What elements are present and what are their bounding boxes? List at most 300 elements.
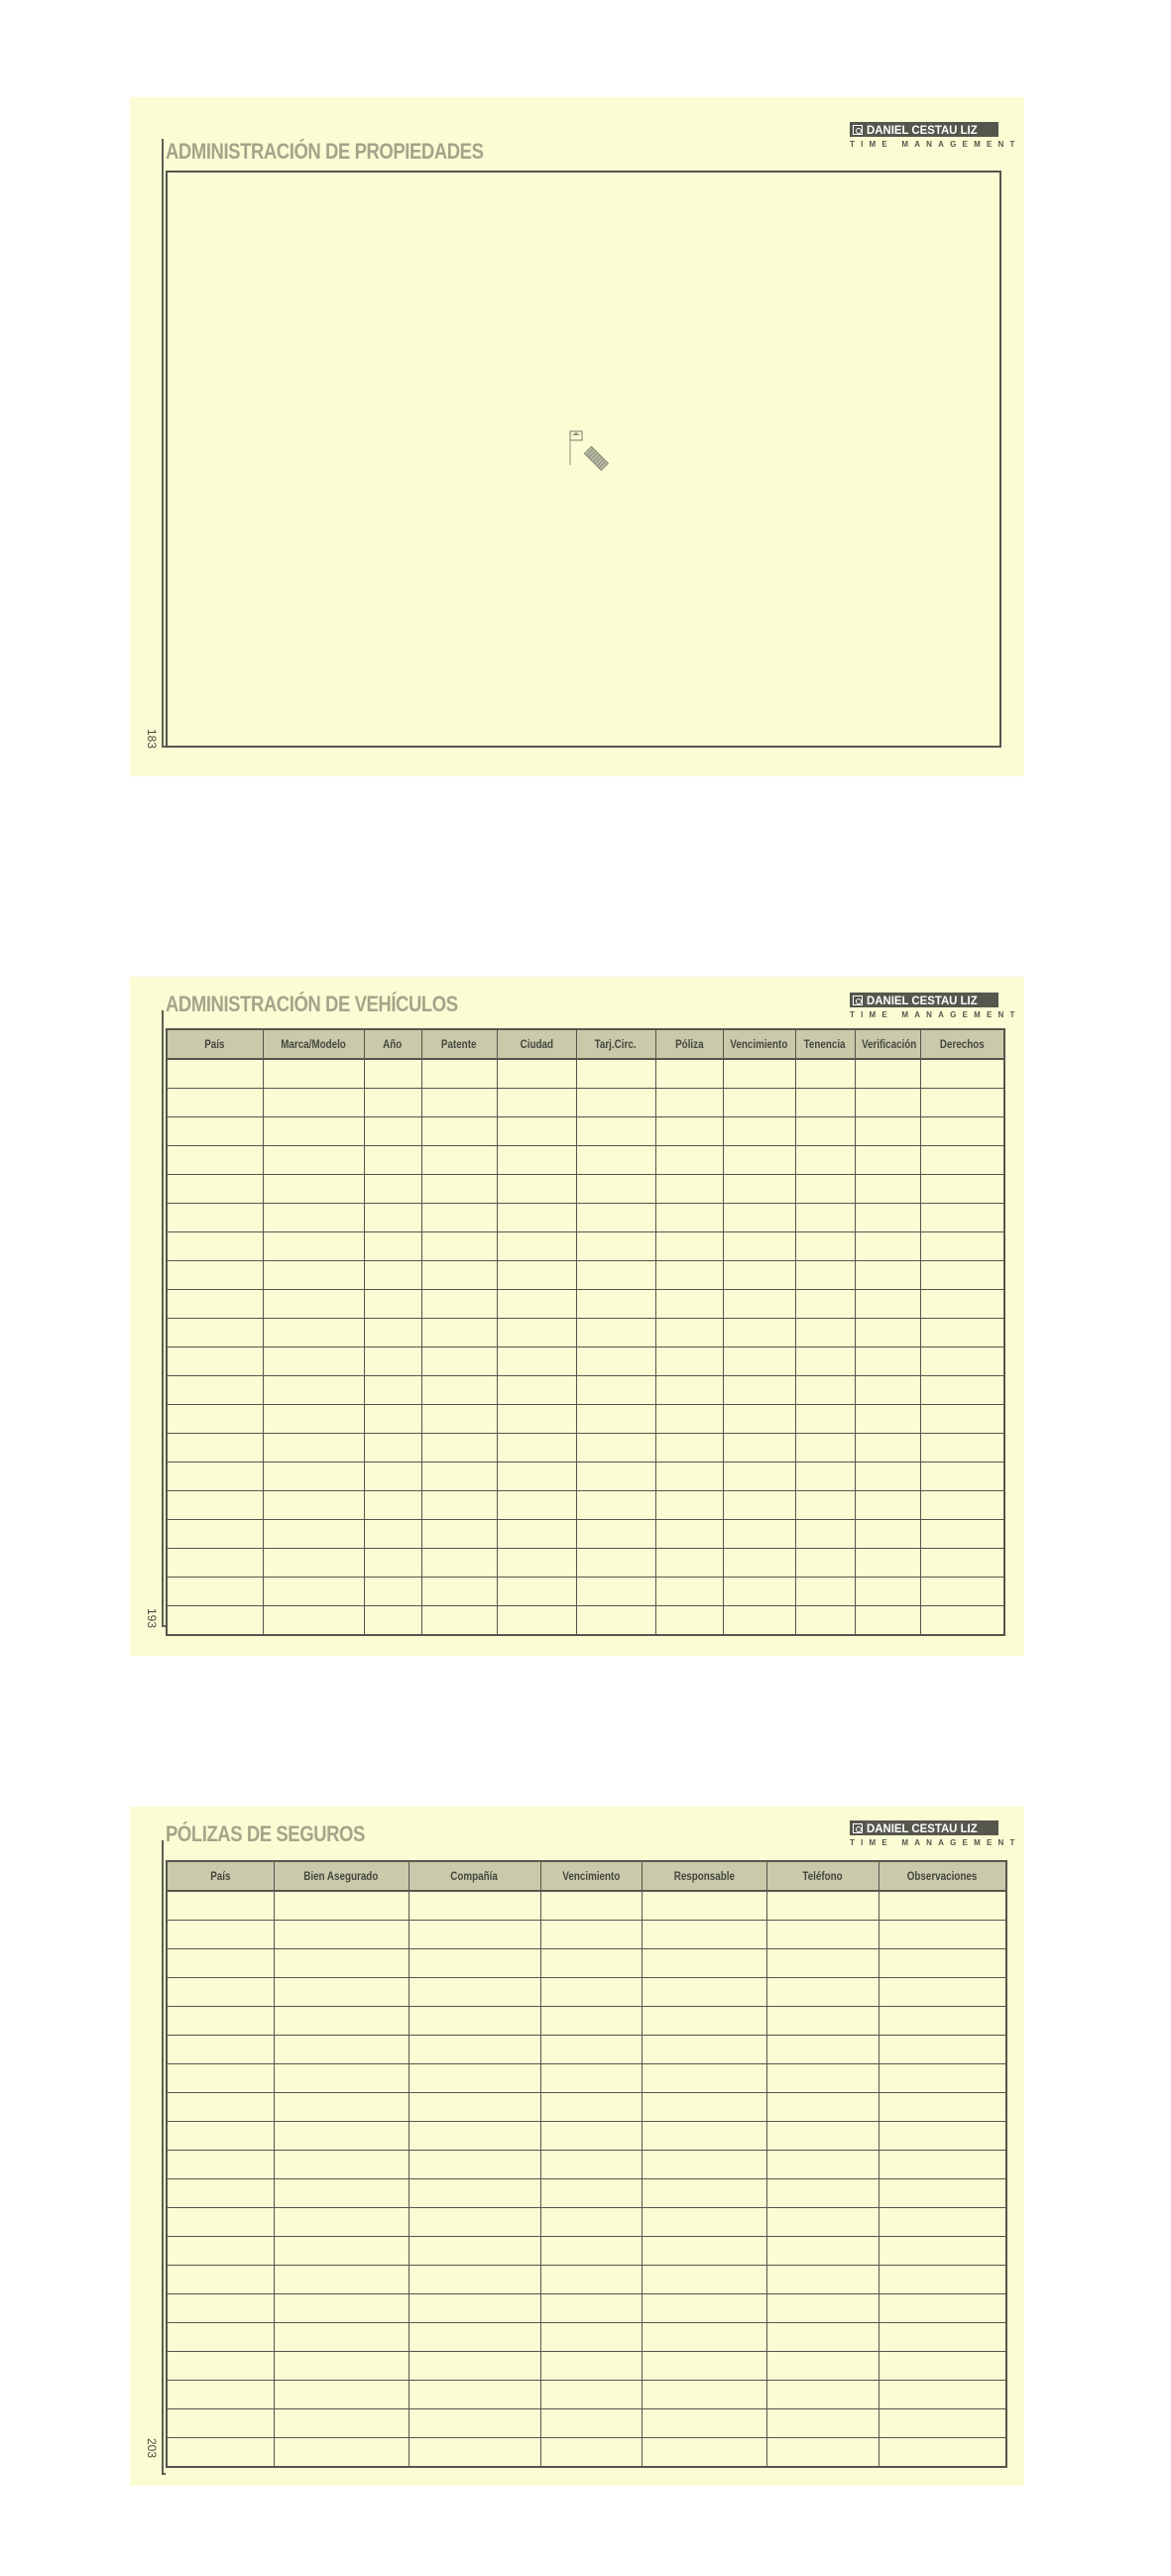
table-cell[interactable] bbox=[364, 1089, 421, 1117]
table-cell[interactable] bbox=[920, 1204, 1004, 1232]
table-cell[interactable] bbox=[795, 1175, 855, 1204]
table-cell[interactable] bbox=[642, 2409, 766, 2438]
table-cell[interactable] bbox=[723, 1549, 795, 1578]
table-cell[interactable] bbox=[642, 2179, 766, 2208]
table-cell[interactable] bbox=[274, 1978, 409, 2007]
table-cell[interactable] bbox=[855, 1319, 920, 1347]
table-cell[interactable] bbox=[409, 1891, 540, 1921]
table-cell[interactable] bbox=[167, 1376, 263, 1405]
table-cell[interactable] bbox=[655, 1089, 723, 1117]
table-cell[interactable] bbox=[263, 1347, 364, 1376]
table-cell[interactable] bbox=[540, 2208, 642, 2237]
table-cell[interactable] bbox=[920, 1405, 1004, 1434]
table-cell[interactable] bbox=[364, 1175, 421, 1204]
table-cell[interactable] bbox=[274, 1921, 409, 1949]
table-cell[interactable] bbox=[723, 1175, 795, 1204]
table-cell[interactable] bbox=[167, 1232, 263, 1261]
table-cell[interactable] bbox=[576, 1347, 655, 1376]
table-cell[interactable] bbox=[642, 1921, 766, 1949]
table-cell[interactable] bbox=[421, 1059, 497, 1089]
table-cell[interactable] bbox=[263, 1606, 364, 1636]
table-cell[interactable] bbox=[576, 1606, 655, 1636]
table-cell[interactable] bbox=[409, 2007, 540, 2036]
table-cell[interactable] bbox=[723, 1606, 795, 1636]
table-cell[interactable] bbox=[540, 1978, 642, 2007]
table-cell[interactable] bbox=[167, 1405, 263, 1434]
table-cell[interactable] bbox=[576, 1578, 655, 1606]
table-cell[interactable] bbox=[855, 1606, 920, 1636]
table-cell[interactable] bbox=[795, 1204, 855, 1232]
table-cell[interactable] bbox=[167, 1290, 263, 1319]
table-cell[interactable] bbox=[655, 1204, 723, 1232]
table-cell[interactable] bbox=[540, 2007, 642, 2036]
table-cell[interactable] bbox=[766, 2122, 878, 2151]
table-cell[interactable] bbox=[497, 1520, 576, 1549]
table-cell[interactable] bbox=[167, 2381, 274, 2409]
table-cell[interactable] bbox=[878, 2438, 1006, 2468]
table-cell[interactable] bbox=[540, 2352, 642, 2381]
table-cell[interactable] bbox=[766, 1978, 878, 2007]
table-cell[interactable] bbox=[795, 1089, 855, 1117]
table-cell[interactable] bbox=[167, 1949, 274, 1978]
table-cell[interactable] bbox=[920, 1606, 1004, 1636]
table-cell[interactable] bbox=[920, 1261, 1004, 1290]
table-cell[interactable] bbox=[795, 1232, 855, 1261]
table-cell[interactable] bbox=[409, 2294, 540, 2323]
table-cell[interactable] bbox=[576, 1290, 655, 1319]
table-cell[interactable] bbox=[766, 2093, 878, 2122]
table-cell[interactable] bbox=[855, 1059, 920, 1089]
table-cell[interactable] bbox=[878, 2323, 1006, 2352]
table-cell[interactable] bbox=[497, 1434, 576, 1463]
table-cell[interactable] bbox=[920, 1463, 1004, 1491]
table-cell[interactable] bbox=[167, 2294, 274, 2323]
table-cell[interactable] bbox=[167, 1347, 263, 1376]
table-cell[interactable] bbox=[655, 1347, 723, 1376]
table-cell[interactable] bbox=[642, 2151, 766, 2179]
table-cell[interactable] bbox=[364, 1232, 421, 1261]
table-cell[interactable] bbox=[920, 1347, 1004, 1376]
table-cell[interactable] bbox=[167, 2007, 274, 2036]
table-cell[interactable] bbox=[263, 1290, 364, 1319]
table-cell[interactable] bbox=[421, 1232, 497, 1261]
table-cell[interactable] bbox=[642, 2381, 766, 2409]
table-cell[interactable] bbox=[167, 1204, 263, 1232]
table-cell[interactable] bbox=[878, 1921, 1006, 1949]
table-cell[interactable] bbox=[766, 2237, 878, 2266]
table-cell[interactable] bbox=[878, 1978, 1006, 2007]
table-cell[interactable] bbox=[409, 2323, 540, 2352]
table-cell[interactable] bbox=[497, 1146, 576, 1175]
table-cell[interactable] bbox=[263, 1232, 364, 1261]
table-cell[interactable] bbox=[766, 2208, 878, 2237]
table-cell[interactable] bbox=[409, 2179, 540, 2208]
table-cell[interactable] bbox=[655, 1491, 723, 1520]
table-cell[interactable] bbox=[274, 2294, 409, 2323]
table-cell[interactable] bbox=[855, 1463, 920, 1491]
table-cell[interactable] bbox=[855, 1290, 920, 1319]
table-cell[interactable] bbox=[409, 2381, 540, 2409]
table-cell[interactable] bbox=[540, 2179, 642, 2208]
table-cell[interactable] bbox=[167, 1463, 263, 1491]
table-cell[interactable] bbox=[642, 2007, 766, 2036]
table-cell[interactable] bbox=[795, 1491, 855, 1520]
table-cell[interactable] bbox=[766, 1949, 878, 1978]
table-cell[interactable] bbox=[540, 2237, 642, 2266]
table-cell[interactable] bbox=[723, 1376, 795, 1405]
table-cell[interactable] bbox=[766, 2036, 878, 2064]
table-cell[interactable] bbox=[766, 2323, 878, 2352]
table-cell[interactable] bbox=[167, 1520, 263, 1549]
table-cell[interactable] bbox=[167, 1978, 274, 2007]
table-cell[interactable] bbox=[795, 1376, 855, 1405]
table-cell[interactable] bbox=[497, 1549, 576, 1578]
table-cell[interactable] bbox=[167, 2266, 274, 2294]
table-cell[interactable] bbox=[576, 1405, 655, 1434]
table-cell[interactable] bbox=[274, 2381, 409, 2409]
table-cell[interactable] bbox=[795, 1059, 855, 1089]
table-cell[interactable] bbox=[421, 1606, 497, 1636]
table-cell[interactable] bbox=[364, 1204, 421, 1232]
table-cell[interactable] bbox=[409, 2266, 540, 2294]
table-cell[interactable] bbox=[878, 2064, 1006, 2093]
table-cell[interactable] bbox=[920, 1434, 1004, 1463]
table-cell[interactable] bbox=[167, 2323, 274, 2352]
table-cell[interactable] bbox=[263, 1059, 364, 1089]
table-cell[interactable] bbox=[409, 1921, 540, 1949]
table-cell[interactable] bbox=[878, 2122, 1006, 2151]
table-cell[interactable] bbox=[878, 2294, 1006, 2323]
table-cell[interactable] bbox=[766, 2381, 878, 2409]
table-cell[interactable] bbox=[766, 2064, 878, 2093]
table-cell[interactable] bbox=[167, 2352, 274, 2381]
table-cell[interactable] bbox=[167, 2208, 274, 2237]
table-cell[interactable] bbox=[364, 1578, 421, 1606]
table-cell[interactable] bbox=[409, 2208, 540, 2237]
table-cell[interactable] bbox=[795, 1578, 855, 1606]
table-cell[interactable] bbox=[920, 1520, 1004, 1549]
table-cell[interactable] bbox=[795, 1606, 855, 1636]
table-cell[interactable] bbox=[855, 1491, 920, 1520]
table-cell[interactable] bbox=[723, 1491, 795, 1520]
table-cell[interactable] bbox=[795, 1347, 855, 1376]
table-cell[interactable] bbox=[364, 1434, 421, 1463]
table-cell[interactable] bbox=[274, 2409, 409, 2438]
table-cell[interactable] bbox=[497, 1319, 576, 1347]
table-cell[interactable] bbox=[364, 1520, 421, 1549]
table-cell[interactable] bbox=[723, 1578, 795, 1606]
table-cell[interactable] bbox=[167, 2036, 274, 2064]
table-cell[interactable] bbox=[878, 2237, 1006, 2266]
table-cell[interactable] bbox=[576, 1117, 655, 1146]
table-cell[interactable] bbox=[421, 1578, 497, 1606]
table-cell[interactable] bbox=[576, 1175, 655, 1204]
table-cell[interactable] bbox=[274, 2093, 409, 2122]
table-cell[interactable] bbox=[920, 1290, 1004, 1319]
table-cell[interactable] bbox=[263, 1261, 364, 1290]
table-cell[interactable] bbox=[167, 1117, 263, 1146]
table-cell[interactable] bbox=[409, 2151, 540, 2179]
table-cell[interactable] bbox=[655, 1319, 723, 1347]
table-cell[interactable] bbox=[878, 2208, 1006, 2237]
table-cell[interactable] bbox=[795, 1146, 855, 1175]
table-cell[interactable] bbox=[655, 1434, 723, 1463]
table-cell[interactable] bbox=[167, 1891, 274, 1921]
table-cell[interactable] bbox=[642, 2036, 766, 2064]
table-cell[interactable] bbox=[364, 1491, 421, 1520]
table-cell[interactable] bbox=[540, 2093, 642, 2122]
table-cell[interactable] bbox=[655, 1117, 723, 1146]
table-cell[interactable] bbox=[920, 1319, 1004, 1347]
table-cell[interactable] bbox=[167, 2151, 274, 2179]
table-cell[interactable] bbox=[497, 1491, 576, 1520]
table-cell[interactable] bbox=[263, 1578, 364, 1606]
table-cell[interactable] bbox=[766, 2007, 878, 2036]
table-cell[interactable] bbox=[263, 1463, 364, 1491]
table-cell[interactable] bbox=[655, 1405, 723, 1434]
table-cell[interactable] bbox=[421, 1491, 497, 1520]
table-cell[interactable] bbox=[274, 2036, 409, 2064]
table-cell[interactable] bbox=[409, 2036, 540, 2064]
table-cell[interactable] bbox=[167, 1261, 263, 1290]
table-cell[interactable] bbox=[723, 1405, 795, 1434]
table-cell[interactable] bbox=[421, 1261, 497, 1290]
table-cell[interactable] bbox=[576, 1376, 655, 1405]
table-cell[interactable] bbox=[540, 1949, 642, 1978]
table-cell[interactable] bbox=[364, 1549, 421, 1578]
table-cell[interactable] bbox=[655, 1059, 723, 1089]
table-cell[interactable] bbox=[364, 1059, 421, 1089]
table-cell[interactable] bbox=[855, 1376, 920, 1405]
table-cell[interactable] bbox=[497, 1606, 576, 1636]
table-cell[interactable] bbox=[576, 1463, 655, 1491]
table-cell[interactable] bbox=[655, 1606, 723, 1636]
table-cell[interactable] bbox=[540, 2381, 642, 2409]
table-cell[interactable] bbox=[642, 1949, 766, 1978]
table-cell[interactable] bbox=[878, 2007, 1006, 2036]
table-cell[interactable] bbox=[274, 2064, 409, 2093]
table-cell[interactable] bbox=[655, 1175, 723, 1204]
table-cell[interactable] bbox=[497, 1117, 576, 1146]
table-cell[interactable] bbox=[795, 1520, 855, 1549]
table-cell[interactable] bbox=[920, 1117, 1004, 1146]
table-cell[interactable] bbox=[920, 1549, 1004, 1578]
table-cell[interactable] bbox=[920, 1059, 1004, 1089]
table-cell[interactable] bbox=[766, 1921, 878, 1949]
table-cell[interactable] bbox=[766, 2151, 878, 2179]
table-cell[interactable] bbox=[655, 1232, 723, 1261]
table-cell[interactable] bbox=[920, 1376, 1004, 1405]
table-cell[interactable] bbox=[642, 2323, 766, 2352]
table-cell[interactable] bbox=[167, 1146, 263, 1175]
table-cell[interactable] bbox=[263, 1175, 364, 1204]
table-cell[interactable] bbox=[540, 2036, 642, 2064]
table-cell[interactable] bbox=[642, 1978, 766, 2007]
table-cell[interactable] bbox=[576, 1319, 655, 1347]
table-cell[interactable] bbox=[878, 2179, 1006, 2208]
table-cell[interactable] bbox=[497, 1376, 576, 1405]
table-cell[interactable] bbox=[364, 1405, 421, 1434]
table-cell[interactable] bbox=[766, 2179, 878, 2208]
table-cell[interactable] bbox=[855, 1089, 920, 1117]
table-cell[interactable] bbox=[655, 1549, 723, 1578]
table-cell[interactable] bbox=[421, 1290, 497, 1319]
table-cell[interactable] bbox=[766, 2294, 878, 2323]
table-cell[interactable] bbox=[642, 2438, 766, 2468]
table-cell[interactable] bbox=[723, 1290, 795, 1319]
table-cell[interactable] bbox=[766, 2266, 878, 2294]
table-cell[interactable] bbox=[795, 1319, 855, 1347]
table-cell[interactable] bbox=[576, 1146, 655, 1175]
table-cell[interactable] bbox=[655, 1376, 723, 1405]
table-cell[interactable] bbox=[167, 2237, 274, 2266]
table-cell[interactable] bbox=[795, 1434, 855, 1463]
table-cell[interactable] bbox=[167, 1491, 263, 1520]
table-cell[interactable] bbox=[723, 1059, 795, 1089]
table-cell[interactable] bbox=[855, 1520, 920, 1549]
table-cell[interactable] bbox=[795, 1463, 855, 1491]
table-cell[interactable] bbox=[409, 1949, 540, 1978]
table-cell[interactable] bbox=[878, 1949, 1006, 1978]
table-cell[interactable] bbox=[642, 1891, 766, 1921]
table-cell[interactable] bbox=[167, 2122, 274, 2151]
table-cell[interactable] bbox=[878, 2352, 1006, 2381]
table-cell[interactable] bbox=[642, 2237, 766, 2266]
table-cell[interactable] bbox=[920, 1232, 1004, 1261]
table-cell[interactable] bbox=[274, 2266, 409, 2294]
table-cell[interactable] bbox=[655, 1146, 723, 1175]
table-cell[interactable] bbox=[274, 1891, 409, 1921]
table-cell[interactable] bbox=[642, 2266, 766, 2294]
table-cell[interactable] bbox=[540, 2438, 642, 2468]
table-cell[interactable] bbox=[167, 1434, 263, 1463]
table-cell[interactable] bbox=[723, 1146, 795, 1175]
table-cell[interactable] bbox=[795, 1405, 855, 1434]
table-cell[interactable] bbox=[576, 1520, 655, 1549]
table-cell[interactable] bbox=[576, 1434, 655, 1463]
table-cell[interactable] bbox=[167, 2093, 274, 2122]
table-cell[interactable] bbox=[723, 1117, 795, 1146]
table-cell[interactable] bbox=[655, 1463, 723, 1491]
table-cell[interactable] bbox=[409, 2438, 540, 2468]
table-cell[interactable] bbox=[540, 2409, 642, 2438]
table-cell[interactable] bbox=[723, 1261, 795, 1290]
table-cell[interactable] bbox=[576, 1549, 655, 1578]
table-cell[interactable] bbox=[364, 1261, 421, 1290]
table-cell[interactable] bbox=[642, 2064, 766, 2093]
table-cell[interactable] bbox=[540, 2122, 642, 2151]
table-cell[interactable] bbox=[723, 1319, 795, 1347]
table-cell[interactable] bbox=[274, 2179, 409, 2208]
table-cell[interactable] bbox=[274, 1949, 409, 1978]
table-cell[interactable] bbox=[421, 1520, 497, 1549]
table-cell[interactable] bbox=[855, 1117, 920, 1146]
table-cell[interactable] bbox=[263, 1405, 364, 1434]
table-cell[interactable] bbox=[642, 2352, 766, 2381]
table-cell[interactable] bbox=[364, 1376, 421, 1405]
table-cell[interactable] bbox=[421, 1117, 497, 1146]
table-cell[interactable] bbox=[855, 1232, 920, 1261]
table-cell[interactable] bbox=[167, 1175, 263, 1204]
table-cell[interactable] bbox=[855, 1549, 920, 1578]
table-cell[interactable] bbox=[855, 1261, 920, 1290]
table-cell[interactable] bbox=[723, 1232, 795, 1261]
table-cell[interactable] bbox=[409, 2352, 540, 2381]
table-cell[interactable] bbox=[364, 1347, 421, 1376]
table-cell[interactable] bbox=[655, 1578, 723, 1606]
table-cell[interactable] bbox=[855, 1175, 920, 1204]
table-cell[interactable] bbox=[409, 2409, 540, 2438]
table-cell[interactable] bbox=[766, 1891, 878, 1921]
table-cell[interactable] bbox=[766, 2438, 878, 2468]
table-cell[interactable] bbox=[766, 2409, 878, 2438]
table-cell[interactable] bbox=[497, 1347, 576, 1376]
table-cell[interactable] bbox=[576, 1261, 655, 1290]
table-cell[interactable] bbox=[167, 2064, 274, 2093]
table-cell[interactable] bbox=[274, 2151, 409, 2179]
table-cell[interactable] bbox=[878, 2093, 1006, 2122]
table-cell[interactable] bbox=[263, 1319, 364, 1347]
table-cell[interactable] bbox=[497, 1089, 576, 1117]
table-cell[interactable] bbox=[795, 1290, 855, 1319]
table-cell[interactable] bbox=[878, 2409, 1006, 2438]
table-cell[interactable] bbox=[497, 1232, 576, 1261]
table-cell[interactable] bbox=[263, 1117, 364, 1146]
table-cell[interactable] bbox=[855, 1405, 920, 1434]
table-cell[interactable] bbox=[167, 1089, 263, 1117]
table-cell[interactable] bbox=[263, 1204, 364, 1232]
table-cell[interactable] bbox=[540, 1891, 642, 1921]
table-cell[interactable] bbox=[878, 2381, 1006, 2409]
table-cell[interactable] bbox=[364, 1606, 421, 1636]
table-cell[interactable] bbox=[421, 1463, 497, 1491]
table-cell[interactable] bbox=[878, 1891, 1006, 1921]
table-cell[interactable] bbox=[795, 1261, 855, 1290]
table-cell[interactable] bbox=[655, 1290, 723, 1319]
table-cell[interactable] bbox=[723, 1520, 795, 1549]
table-cell[interactable] bbox=[263, 1146, 364, 1175]
table-cell[interactable] bbox=[263, 1089, 364, 1117]
table-cell[interactable] bbox=[167, 1549, 263, 1578]
table-cell[interactable] bbox=[274, 2438, 409, 2468]
table-cell[interactable] bbox=[497, 1463, 576, 1491]
table-cell[interactable] bbox=[167, 1606, 263, 1636]
table-cell[interactable] bbox=[497, 1578, 576, 1606]
table-cell[interactable] bbox=[421, 1376, 497, 1405]
table-cell[interactable] bbox=[795, 1549, 855, 1578]
table-cell[interactable] bbox=[723, 1463, 795, 1491]
table-cell[interactable] bbox=[421, 1347, 497, 1376]
table-cell[interactable] bbox=[795, 1117, 855, 1146]
table-cell[interactable] bbox=[274, 2007, 409, 2036]
table-cell[interactable] bbox=[274, 2208, 409, 2237]
table-cell[interactable] bbox=[167, 2179, 274, 2208]
table-cell[interactable] bbox=[497, 1204, 576, 1232]
table-cell[interactable] bbox=[364, 1319, 421, 1347]
table-cell[interactable] bbox=[409, 2093, 540, 2122]
table-cell[interactable] bbox=[920, 1491, 1004, 1520]
table-cell[interactable] bbox=[497, 1405, 576, 1434]
table-cell[interactable] bbox=[167, 2409, 274, 2438]
table-cell[interactable] bbox=[364, 1463, 421, 1491]
table-cell[interactable] bbox=[540, 2151, 642, 2179]
table-cell[interactable] bbox=[364, 1146, 421, 1175]
table-cell[interactable] bbox=[576, 1089, 655, 1117]
table-cell[interactable] bbox=[655, 1520, 723, 1549]
table-cell[interactable] bbox=[766, 2352, 878, 2381]
table-cell[interactable] bbox=[540, 2266, 642, 2294]
table-cell[interactable] bbox=[409, 2237, 540, 2266]
